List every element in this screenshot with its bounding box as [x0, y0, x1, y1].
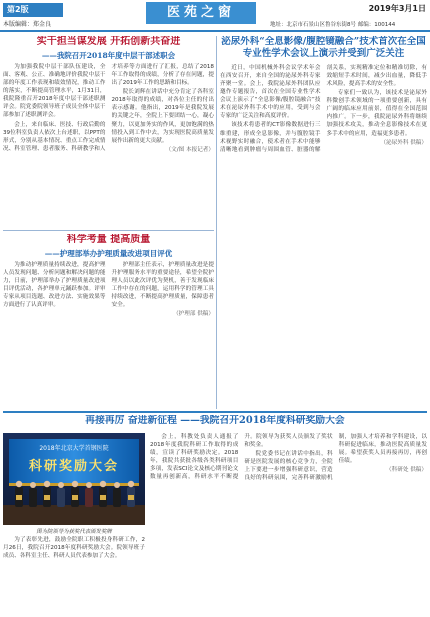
column-logo: 医苑之窗 — [146, 2, 256, 24]
header-rule — [0, 30, 430, 32]
article1-subhead: ——我院召开2018年度中层干部述职会 — [41, 50, 176, 60]
photo-caption: 图为院领导为获奖代表颁发奖牌 — [36, 529, 112, 535]
article4-paragraph: 院党委书记在讲话中指出，科研是医院发展的核心竞争力，全院上下要进一步增强科研意识，营造良好的科研氛围，完善科研激励机制，加强人才培养和学科建设，以科研促进临床，推动医院高质量发展。希望获奖人员再接再厉，再创佳绩。 — [244, 434, 427, 482]
section-divider — [3, 411, 427, 413]
article2-author: （泌尿外科 供稿） — [380, 139, 427, 146]
article3-paragraph: 为推动护理质量持续改进，提高护理人员发现问题、分析问题和解决问题的能力，日前，护理部举办了护理质量改进项目评优活动，各护理单元踊跃参加。评审专家从项目选题、改进方法、实施效果等方面进行了认真评审。 — [3, 261, 106, 309]
article3-subhead: ——护理部举办护理质量改进项目评优 — [44, 248, 173, 258]
article-midlevel-report — [3, 36, 214, 228]
article2-headline: 泌尿外科“全息影像/腹腔镜融合”技术首次在全国专业性学术会议上演示并受到广泛关注 — [221, 36, 426, 59]
row-divider — [3, 230, 214, 231]
article3-headline: 科学考量 提高质量 — [66, 234, 151, 245]
editor-line: 本版编辑：郑金良 — [3, 21, 52, 28]
article2-paragraph: 该技术将患者的CT影像数据进行三维重建，形成全息影像，并与腹腔镜手术视野实时融合，使术者在手术中能够清晰地看到肿瘤与周围血管、脏器的解剖关系，实现精准定位和精准切除，有效缩短手术时间，减少出血量，降低手术风险，提高手术的安全性。 — [220, 64, 427, 153]
article1-paragraph: 为加强我院中层干部队伍建设，全面、客观、公正、准确地评价我院中层干部的年度工作表现和绩效情况，推动工作的落实，不断提高管理水平，1月31日，我院隆重召开2018年度中层干部述职测评会。院党委院领导班子成员全体中层干部参加了述职测评会。 — [3, 63, 106, 119]
issue-date: 2019年3月1日 — [368, 4, 426, 13]
article1-headline: 实干担当谋发展 开拓创新共奋进 — [36, 36, 181, 47]
article1-body — [3, 63, 214, 221]
section-label: 第2版 — [3, 3, 63, 17]
article-nursing-quality — [3, 234, 214, 409]
address-line: 地址：北京市石景山区鲁谷东街8号 邮编：100144 — [270, 22, 396, 28]
article-research-awards-headline — [3, 415, 427, 431]
article4-headline: 再接再厉 奋进新征程 ——我院召开2018年度科研奖励大会 — [85, 415, 345, 426]
article1-author: （文/图 本报记者） — [165, 146, 214, 153]
masthead — [0, 0, 430, 34]
article4-body-part1 — [3, 536, 145, 614]
article1-paragraph: 院长刘辉在讲话中充分肯定了各科室2018年取得的成绩，对各位主任的付出表示感谢。他指出，2019年是我院发展的关键之年，全院上下要团结一心，凝心聚力，以更加务实的作风，更加饱满的热情投入到工作中去，为实现医院高质量发展作出新的更大贡献。 — [111, 89, 214, 144]
article2-paragraph: 专家们一致认为，该技术是泌尿外科微创手术领域的一项重要创新，具有广阔的临床应用前景，值得在全国范围内推广。下一步，我院泌尿外科将继续加强技术攻关，推动全息影像技术在更多手术中的应用，造福更多患者。 — [326, 90, 427, 137]
article3-author: （护理部 供稿） — [173, 311, 214, 318]
award-ceremony-photo — [3, 433, 145, 525]
article4-author: （科研处 供稿） — [386, 467, 427, 474]
article-urology-tech — [220, 36, 427, 409]
article2-paragraph: 近日，中国机械外科会议学术年会在西安召开，来自全国的泌尿外科专家齐聚一堂。会上，我院泌尿外科团队应邀作专题报告，首次在全国专业性学术会议上演示了“全息影像/腹腔镜融合”技术在泌尿外科手术中的应用，受到与会专家的广泛关注和高度评价。 — [220, 64, 321, 120]
article4-paragraph: 为了表彰先进，鼓励全院职工积极投身科研工作，2月26日，我院召开2018年度科研奖励大会。院领导班子成员、各科室主任、科研人员代表参加了大会。 — [3, 537, 145, 560]
article1-paragraph: 会上，来自临床、医技、行政后勤的39位科室负责人依次上台述职，以PPT的形式，分别从基本情况、重点工作完成情况、科室管理、患者服务、科研教学和人才培养等方面进行了汇报，总结了2018年工作取得的成绩，分析了存在问题，提出了2019年工作的思路和目标。 — [3, 63, 214, 152]
column-divider — [216, 36, 217, 409]
article4-paragraph: 会上，科教处负责人通报了2018年度我院科研工作取得的成绩，宣读了科研奖励决定。2018年，我院共获批各级各类科研项目多项，发表SCI论文及核心期刊论文数量再创新高，科研水平不断提升。院领导为获奖人员颁发了奖状和奖金。 — [150, 434, 333, 481]
article2-body — [220, 64, 427, 404]
article3-paragraph: 护理部主任表示，护理质量改进是提升护理服务水平的重要途径，希望全院护理人员以此次评优为契机，善于发现临床工作中存在的问题，运用科学的管理工具持续改进，不断提高护理质量，保障患者安全。 — [111, 261, 214, 309]
banner-line1: 2018年北京大学首钢医院 — [39, 445, 109, 452]
banner-line2: 科研奖励大会 — [28, 459, 119, 474]
article-research-awards-body — [3, 536, 145, 614]
article4-body-part2 — [150, 433, 427, 614]
article-research-awards-body-right — [150, 433, 427, 614]
article3-body — [3, 261, 214, 401]
